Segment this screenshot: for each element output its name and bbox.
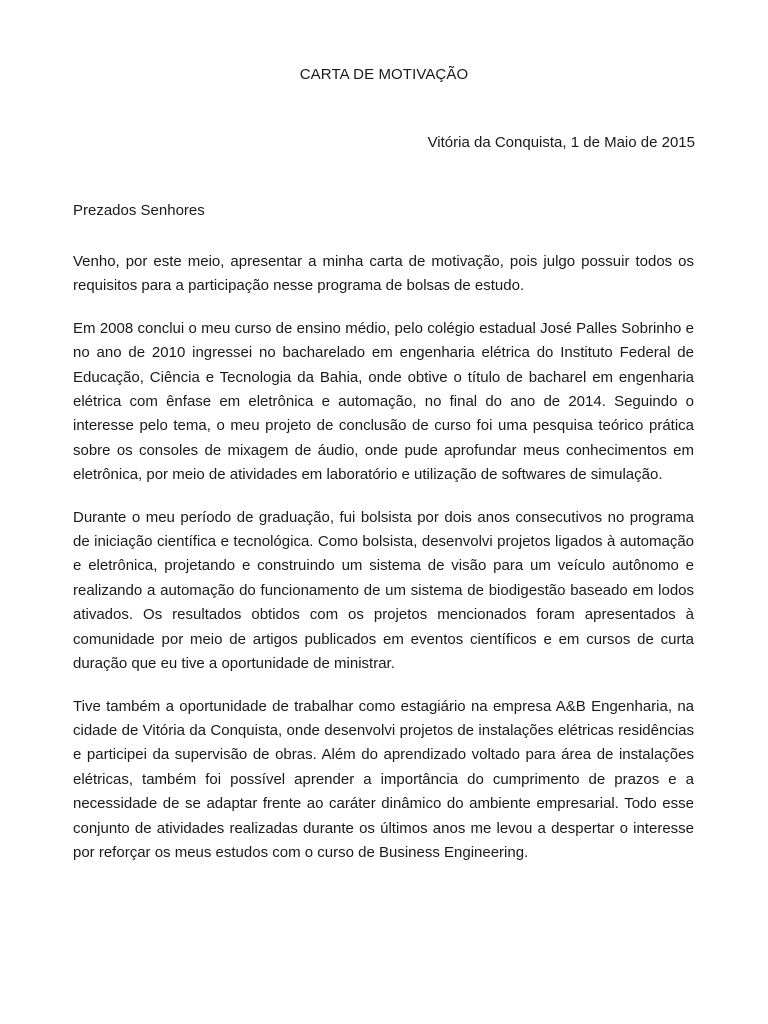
paragraph-internship: Tive também a oportunidade de trabalhar como estagiário na empresa A&B Engenharia, na cidade de Vitória da Conquista, onde desenvolvi projetos de instalações elétricas residências e participei da supervisão de obras. Além do aprendizado voltado para área de instalações elétricas, também foi possível aprender a importância do cumprimento de prazos e a necessidade de se adaptar frente ao caráter dinâmico do ambiente empresarial. Todo esse conjunto de atividades realizadas durante os últimos anos me levou a despertar o interesse por reforçar os meus estudos com o curso de Business Engineering. [73, 697, 694, 861]
letter-title: CARTA DE MOTIVAÇÃO [299, 66, 469, 83]
letter-body [73, 250, 694, 883]
salutation: Prezados Senhores [73, 202, 205, 219]
paragraph-intro: Venho, por este meio, apresentar a minha carta de motivação, pois julgo possuir todos os requisitos para a participação nesse programa de bolsas de estudo. [73, 253, 694, 295]
date-line: Vitória da Conquista, 1 de Maio de 2015 [427, 134, 695, 151]
paragraph-education: Em 2008 conclui o meu curso de ensino médio, pelo colégio estadual José Palles Sobrinho e no ano de 2010 ingressei no bacharelado em engenharia elétrica do Instituto Federal de Educação, Ciência e Tecnologia da Bahia, onde obtive o título de bacharel em engenharia elétrica com ênfase em eletrônica e automação, no final do ano de 2014. Seguindo o interesse pelo tema, o meu projeto de conclusão de curso foi uma pesquisa teórico prática sobre os consoles de mixagem de áudio, onde pude aprofundar meus conhecimentos em eletrônica, por meio de atividades em laboratório e utilização de softwares de simulação. [73, 319, 694, 484]
paragraph-research: Durante o meu período de graduação, fui bolsista por dois anos consecutivos no programa de iniciação científica e tecnológica. Como bolsista, desenvolvi projetos ligados à automação e eletrônica, projetando e construindo um sistema de visão para um veículo autônomo e realizando a automação do funcionamento de um sistema de biodigestão baseado em lodos ativados. Os resultados obtidos com os projetos mencionados foram apresentados à comunidade por meio de artigos publicados em eventos científicos e em cursos de curta duração que eu tive a oportunidade de ministrar. [73, 508, 694, 673]
